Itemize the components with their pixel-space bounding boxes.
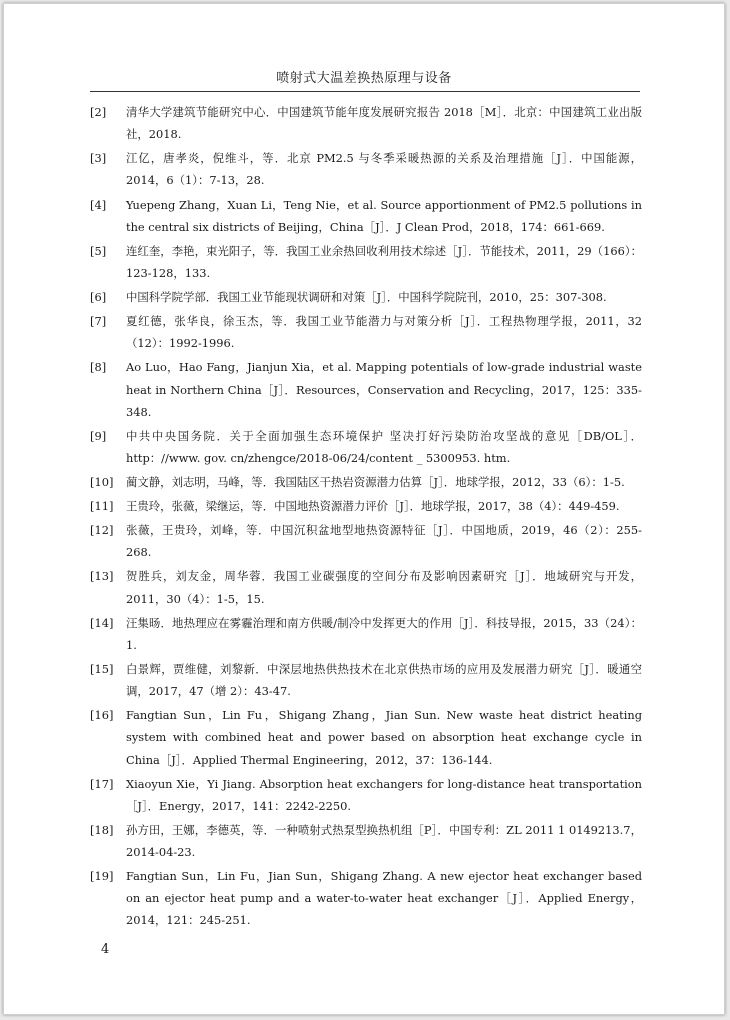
reference-text: 清华大学建筑节能研究中心．中国建筑节能年度发展研究报告 2018［M］．北京：中国建筑工业出版社，2018. [126, 105, 642, 142]
reference-number: [7] [90, 314, 107, 329]
reference-text: Xiaoyun Xie，Yi Jiang. Absorption heat exchangers for long-distance heat transportation［J］．Energy，2017，141：2242-2250. [126, 776, 642, 813]
reference-item [90, 310, 642, 354]
reference-text: Ao Luo，Hao Fang，Jianjun Xia，et al. Mapping potentials of low-grade industrial waste heat in Northern China［J］．Resources，Conservation and Recycling，2017，125：335-348. [126, 360, 642, 419]
header-rule [90, 91, 640, 92]
reference-item [90, 819, 642, 863]
reference-item [90, 612, 642, 656]
reference-text: 中国科学院学部．我国工业节能现状调研和对策［J］．中国科学院院刊，2010，25：307-308. [126, 290, 607, 304]
reference-item [90, 471, 642, 493]
reference-number: [13] [90, 569, 114, 584]
reference-number: [2] [90, 105, 107, 119]
reference-number: [4] [90, 197, 107, 212]
reference-item [90, 194, 642, 238]
reference-item [90, 286, 642, 308]
document-page [3, 3, 725, 1015]
reference-text: 张薇，王贵玲，刘峰，等．中国沉积盆地型地热资源特征［J］．中国地质，2019，46（2）：255-268. [126, 523, 642, 560]
reference-item [90, 865, 642, 932]
reference-item [90, 704, 642, 771]
reference-number: [10] [90, 475, 114, 489]
reference-text: Fangtian Sun，Lin Fu，Shigang Zhang，Jian Sun. New waste heat district heating system with combined heat and power based on absorption heat exchange cycle in China［J］．Applied Thermal Engineering，2012，37：136-144. [126, 708, 642, 767]
reference-number: [8] [90, 360, 107, 375]
reference-text: 孙方田，王娜，李德英，等．一种喷射式热泵型换热机组［P］．中国专利：ZL 2011 1 0149213.7，2014-04-23. [126, 822, 642, 859]
reference-item [90, 240, 642, 284]
running-head-title: 喷射式大温差换热原理与设备 [276, 71, 452, 86]
reference-number: [18] [90, 822, 114, 837]
reference-number: [14] [90, 615, 114, 630]
reference-number: [16] [90, 708, 114, 723]
reference-list [90, 101, 642, 934]
page-number: 4 [101, 942, 110, 957]
reference-item [90, 495, 642, 517]
reference-number: [5] [90, 243, 107, 258]
reference-number: [9] [90, 428, 107, 443]
reference-text: 汪集旸．地热理应在雾霾治理和南方供暖/制冷中发挥更大的作用［J］．科技导报，2015，33（24）：1. [126, 615, 642, 652]
reference-item [90, 519, 642, 563]
reference-text: 白景辉，贾维健，刘黎新．中深层地热供热技术在北京供热市场的应用及发展潜力研究［J］．暖通空调，2017，47（增 2）：43-47. [126, 661, 642, 699]
reference-number: [17] [90, 776, 114, 791]
reference-text: 蔺文静，刘志明，马峰，等．我国陆区干热岩资源潜力估算［J］．地球学报，2012，33（6）：1-5. [126, 475, 625, 489]
reference-item [90, 147, 642, 191]
reference-number: [6] [90, 290, 107, 304]
reference-item [90, 356, 642, 423]
reference-item [90, 101, 642, 145]
reference-text: 江亿，唐孝炎，倪维斗，等．北京 PM2.5 与冬季采暖热源的关系及治理措施［J］．中国能源，2014，6（1）：7-13，28. [126, 151, 642, 188]
reference-text: 中共中央国务院．关于全面加强生态环境保护 坚决打好污染防治攻坚战的意见［DB/OL］．http：//www. gov. cn/zhengce/2018-06/24/content _ 5300953. htm. [126, 428, 642, 465]
reference-text: Fangtian Sun，Lin Fu，Jian Sun，Shigang Zhang. A new ejector heat exchanger based on an ejector heat pump and a water-to-water heat exchanger［J］．Applied Energy，2014，121：245-251. [126, 869, 642, 928]
reference-item [90, 773, 642, 817]
reference-text: 王贵玲，张薇，梁继运，等．中国地热资源潜力评价［J］．地球学报，2017，38（4）：449-459. [126, 499, 620, 514]
reference-text: Yuepeng Zhang，Xuan Li，Teng Nie，et al. Source apportionment of PM2.5 pollutions in the central six districts of Beijing，China［J］．J Clean Prod，2018，174：661-669. [126, 197, 642, 234]
reference-number: [12] [90, 523, 114, 538]
reference-item [90, 565, 642, 609]
reference-number: [15] [90, 661, 114, 676]
reference-text: 连红奎，李艳，束光阳子，等．我国工业余热回收利用技术综述［J］．节能技术，2011，29（166）：123-128，133. [126, 243, 642, 280]
reference-item [90, 425, 642, 469]
reference-number: [3] [90, 151, 107, 166]
reference-item [90, 658, 642, 702]
reference-text: 夏红德，张华良，徐玉杰，等．我国工业节能潜力与对策分析［J］．工程热物理学报，2011，32（12）：1992-1996. [126, 314, 642, 351]
reference-number: [11] [90, 499, 114, 514]
reference-number: [19] [90, 869, 114, 884]
reference-text: 贺胜兵，刘友金，周华蓉．我国工业碳强度的空间分布及影响因素研究［J］．地域研究与开发，2011，30（4）：1-5，15. [126, 569, 642, 606]
